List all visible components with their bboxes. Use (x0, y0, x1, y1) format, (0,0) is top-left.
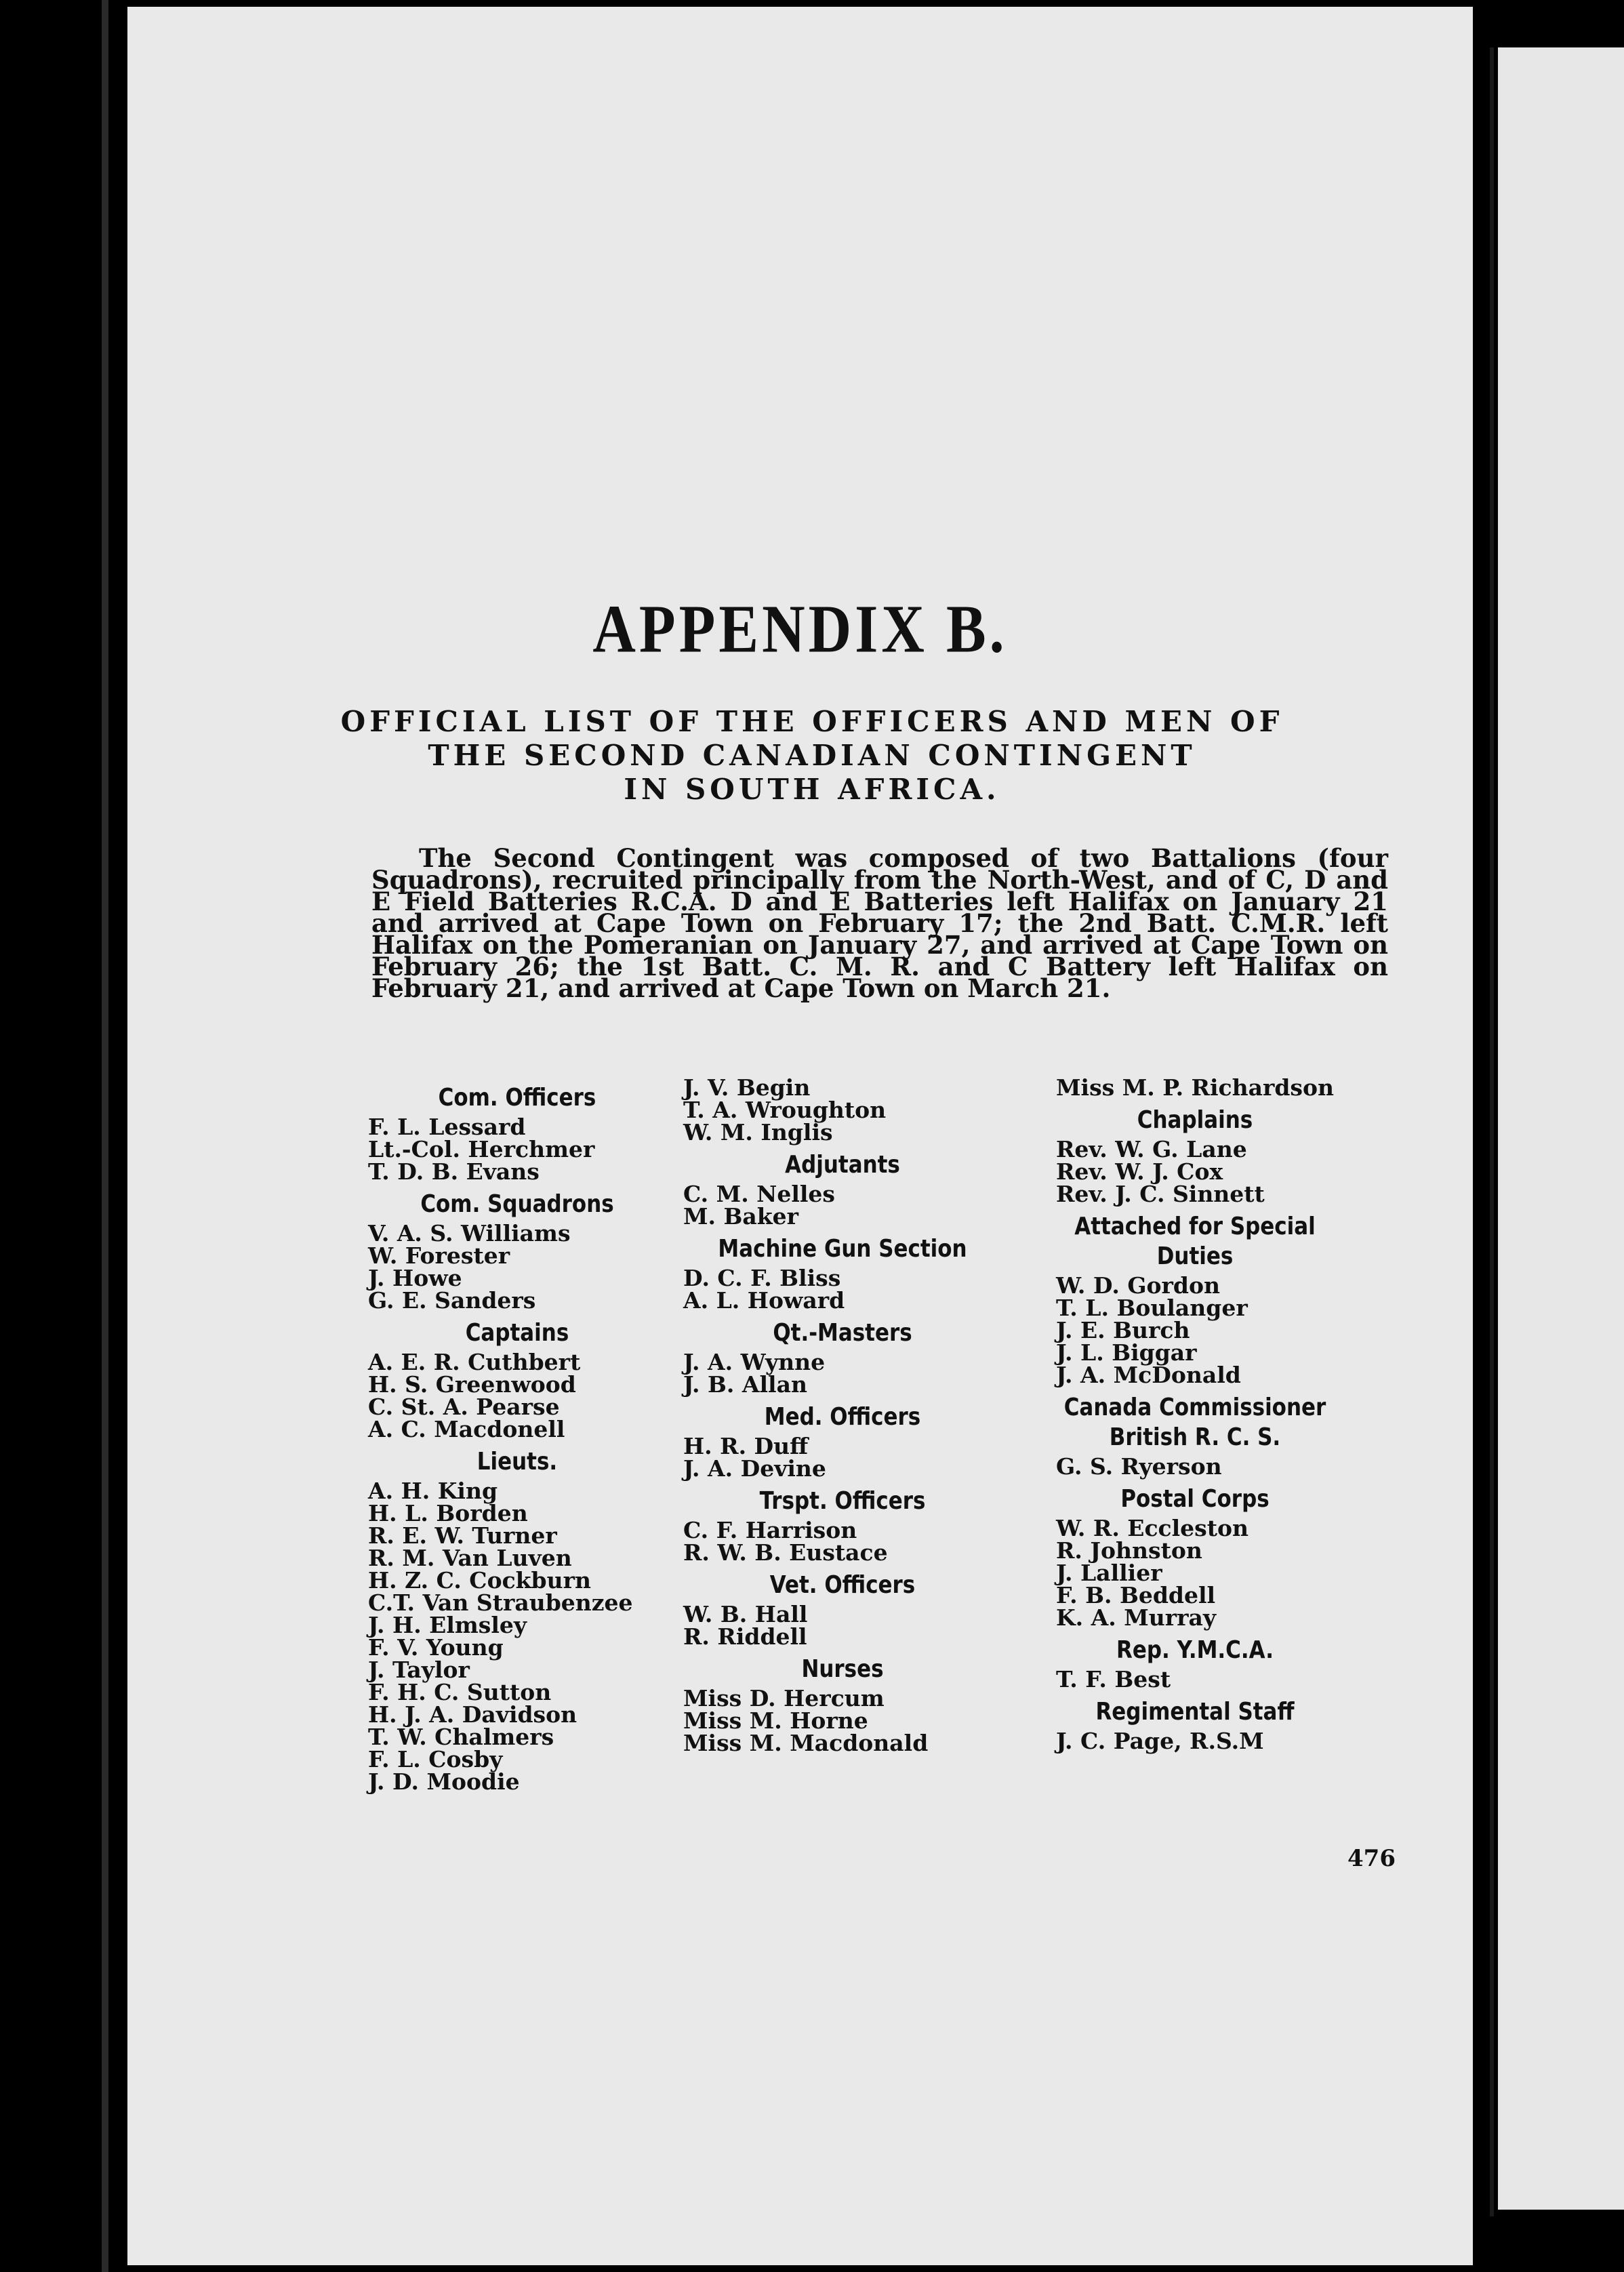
list-item: R. Johnston (1056, 1537, 1202, 1564)
list-item: Miss M. Macdonald (683, 1730, 929, 1756)
list-item: F. L. Cosby (368, 1746, 503, 1772)
appendix-title: APPENDIX B. (592, 591, 1008, 668)
heading-nurses: Nurses (801, 1655, 884, 1683)
list-item: H. L. Borden (368, 1500, 528, 1526)
list-item: Rev. W. J. Cox (1056, 1158, 1223, 1185)
list-item: J. Taylor (368, 1657, 470, 1683)
list-item: G. S. Ryerson (1056, 1453, 1222, 1480)
document-page (127, 7, 1473, 2265)
list-item: W. Forester (368, 1242, 510, 1269)
column-2 (683, 1076, 1002, 1754)
intro-paragraph (371, 843, 1388, 1003)
heading-com-squadrons: Com. Squadrons (420, 1190, 614, 1218)
heading-vet-officers: Vet. Officers (769, 1571, 916, 1599)
list-item: J. A. McDonald (1056, 1362, 1241, 1388)
page-number: 476 (1347, 1845, 1396, 1872)
list-item: C. F. Harrison (683, 1517, 857, 1543)
heading-chaplains: Chaplains (1137, 1106, 1253, 1134)
list-item: Rev. J. C. Sinnett (1056, 1181, 1265, 1207)
list-item: J. A. Wynne (683, 1349, 826, 1375)
list-item: D. C. F. Bliss (683, 1265, 841, 1291)
page-gutter (1490, 47, 1494, 2216)
heading-ymca: Rep. Y.M.C.A. (1116, 1636, 1274, 1664)
intro-text: The Second Contingent was composed of two Battalions (four Squadrons), recruited principally from the North-West, and of C, D and E Field Batteries R.C.A. D and E Batteries left Halifax on January 21 and arrived at Cape Town on February 17; the 2nd Batt. C.M.R. left Halifax on the Pomeranian on January 27, and arrived at Cape Town on February 26; the 1st Batt. C. M. R. and C Battery left Halifax on February 21, and arrived at Cape Town on March 21. (371, 843, 1388, 1003)
list-item: R. M. Van Luven (368, 1545, 572, 1571)
heading-canada-commissioner: Canada Commissioner (1063, 1394, 1326, 1421)
list-item: M. Baker (683, 1203, 799, 1230)
list-item: K. A. Murray (1056, 1604, 1217, 1631)
list-item: J. E. Burch (1056, 1317, 1190, 1343)
heading-duties: Duties (1156, 1242, 1234, 1270)
heading-trspt-officers: Trspt. Officers (759, 1487, 926, 1515)
list-item: J. Lallier (1056, 1560, 1162, 1586)
list-item: W. R. Eccleston (1056, 1515, 1249, 1541)
heading-lieuts: Lieuts. (476, 1448, 558, 1476)
list-item: F. H. C. Sutton (368, 1679, 552, 1705)
list-item: J. H. Elmsley (368, 1612, 527, 1638)
list-item: Miss M. Horne (683, 1707, 868, 1734)
list-item: Miss M. P. Richardson (1056, 1074, 1335, 1101)
heading-machine-gun-section: Machine Gun Section (718, 1235, 967, 1263)
list-item: Miss D. Hercum (683, 1685, 885, 1711)
list-item: A. H. King (368, 1478, 498, 1504)
subtitle-line-1: OFFICIAL LIST OF THE OFFICERS AND MEN OF (340, 705, 1284, 738)
heading-adjutants: Adjutants (785, 1151, 900, 1179)
list-item: J. C. Page, R.S.M (1056, 1728, 1264, 1754)
heading-attached-special: Attached for Special (1074, 1213, 1316, 1240)
list-item: J. B. Allan (683, 1371, 807, 1398)
list-item: J. D. Moodie (368, 1768, 520, 1795)
list-item: W. B. Hall (683, 1601, 808, 1627)
list-item: J. Howe (368, 1265, 462, 1291)
heading-regimental-staff: Regimental Staff (1095, 1698, 1295, 1726)
list-item: T. A. Wroughton (683, 1097, 887, 1123)
list-item: H. R. Duff (683, 1433, 809, 1459)
list-item: T. W. Chalmers (368, 1724, 554, 1750)
list-item: C. St. A. Pearse (368, 1394, 560, 1420)
list-item: J. A. Devine (683, 1455, 826, 1482)
heading-captains: Captains (465, 1319, 569, 1347)
list-item: V. A. S. Williams (368, 1220, 571, 1246)
list-item: T. L. Boulanger (1056, 1295, 1248, 1321)
list-item: J. V. Begin (683, 1074, 811, 1101)
list-item: H. J. A. Davidson (368, 1701, 577, 1728)
list-item: H. S. Greenwood (368, 1371, 576, 1398)
list-item: R. W. B. Eustace (683, 1539, 888, 1566)
list-item: T. F. Best (1056, 1666, 1171, 1692)
list-item: H. Z. C. Cockburn (368, 1567, 591, 1594)
list-item: F. L. Lessard (368, 1114, 526, 1140)
heading-postal-corps: Postal Corps (1120, 1485, 1270, 1513)
page-edge-left (102, 0, 108, 2272)
list-item: A. E. R. Cuthbert (368, 1349, 581, 1375)
list-item: C. M. Nelles (683, 1181, 835, 1207)
list-item: G. E. Sanders (368, 1287, 536, 1314)
list-item: W. M. Inglis (683, 1119, 833, 1145)
appendix-subtitle (263, 705, 1361, 807)
list-item: J. L. Biggar (1056, 1339, 1197, 1366)
heading-com-officers: Com. Officers (438, 1084, 596, 1112)
column-3 (988, 1076, 1402, 1752)
column-1 (368, 1076, 666, 1793)
list-item: R. E. W. Turner (368, 1522, 557, 1549)
list-item: R. Riddell (683, 1623, 807, 1650)
list-item: T. D. B. Evans (368, 1158, 540, 1185)
list-item: A. C. Macdonell (368, 1416, 565, 1442)
list-item: A. L. Howard (683, 1287, 845, 1314)
list-item: W. D. Gordon (1056, 1272, 1220, 1299)
list-item: Lt.-Col. Herchmer (368, 1136, 595, 1162)
subtitle-line-3: IN SOUTH AFRICA. (624, 773, 1000, 806)
list-item: C.T. Van Straubenzee (368, 1589, 633, 1616)
heading-med-officers: Med. Officers (764, 1403, 921, 1431)
list-item: Rev. W. G. Lane (1056, 1136, 1247, 1162)
heading-qt-masters: Qt.-Masters (773, 1319, 912, 1347)
list-item: F. V. Young (368, 1634, 504, 1661)
list-item: F. B. Beddell (1056, 1582, 1216, 1608)
subtitle-line-2: THE SECOND CANADIAN CONTINGENT (428, 739, 1196, 772)
heading-british-rcs: British R. C. S. (1109, 1423, 1281, 1451)
facing-page-edge (1498, 47, 1624, 2210)
